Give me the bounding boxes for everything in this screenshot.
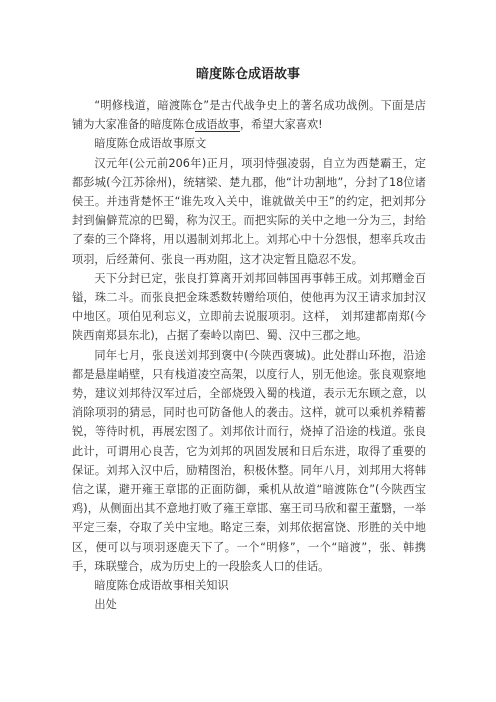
intro-paragraph <box>72 96 426 134</box>
document-title: 暗度陈仓成语故事 <box>195 67 300 82</box>
section-heading-source: 出处 <box>94 598 117 612</box>
section-heading-related: 暗度陈仓成语故事相关知识 <box>94 579 229 593</box>
intro-text-before: “明修栈道，暗渡陈仓”是古代战争史上的著名成功战例。下面是店铺为大家准备的暗度陈仓 <box>72 99 426 132</box>
section-heading-original: 暗度陈仓成语故事原文 <box>94 137 207 151</box>
story-paragraph-3: 同年七月，张良送刘邦到褒中(今陕西褒城)。此处群山环抱，沿途都是悬崖峭壁，只有栈道凌空高架，以度行人，别无他途。张良观察地势，建议刘邦待汉军过后，全部烧毁入蜀的栈道，表示无东顾之意，以消除项羽的猜忌，同时也可防备他人的袭击。这样，就可以乘机养精蓄锐，等待时机，再展宏图了。刘邦依计而行，烧掉了沿途的栈道。张良此计，可谓用心良苦，它为刘邦的巩固发展和日后东进，取得了重要的保证。刘邦入汉中后，励精图治，积极休整。同年八月，刘邦用大将韩信之谋，避开雍王章邯的正面防御，乘机从故道“暗渡陈仓”(今陕西宝鸡)，从侧面出其不意地打败了雍王章邯、塞王司马欣和翟王董翳，一举平定三秦，夺取了关中宝地。略定三秦，刘邦依据富饶、形胜的关中地区，便可以与项羽逐鹿天下了。一个“明修”，一个“暗渡”，张、韩携手，珠联璧合，成为历史上的一段脍炙人口的佳话。 <box>72 348 426 573</box>
intro-text-after: ，希望大家喜欢! <box>239 118 323 132</box>
document-body <box>72 96 426 614</box>
story-paragraph-1: 汉元年(公元前206年)正月，项羽恃强凌弱，自立为西楚霸王，定都彭城(今江苏徐州)，统辖梁、楚九郡，他“计功割地”，分封了18位诸侯王。并违背楚怀王“谁先攻入关中，谁就做关中王”的约定，把刘邦分封到偏僻荒凉的巴蜀，称为汉王。而把实际的关中之地一分为三，封给了秦的三个降将，用以遏制刘邦北上。刘邦心中十分怨恨，想率兵攻击项羽，后经萧何、张良一再劝阻，这才决定暂且隐忍不发。 <box>72 156 426 266</box>
intro-link-text: 成语故事 <box>195 118 240 132</box>
story-paragraph-2: 天下分封已定，张良打算离开刘邦回韩国再事韩王成。刘邦赠金百镒，珠二斗。而张良把金珠悉数转赠给项伯，使他再为汉王请求加封汉中地区。项伯见利忘义，立即前去说服项羽。这样， 刘邦建都南郑(今陕西南郑县东北)，占据了秦岭以南巴、蜀、汉中三郡之地。 <box>72 271 426 343</box>
